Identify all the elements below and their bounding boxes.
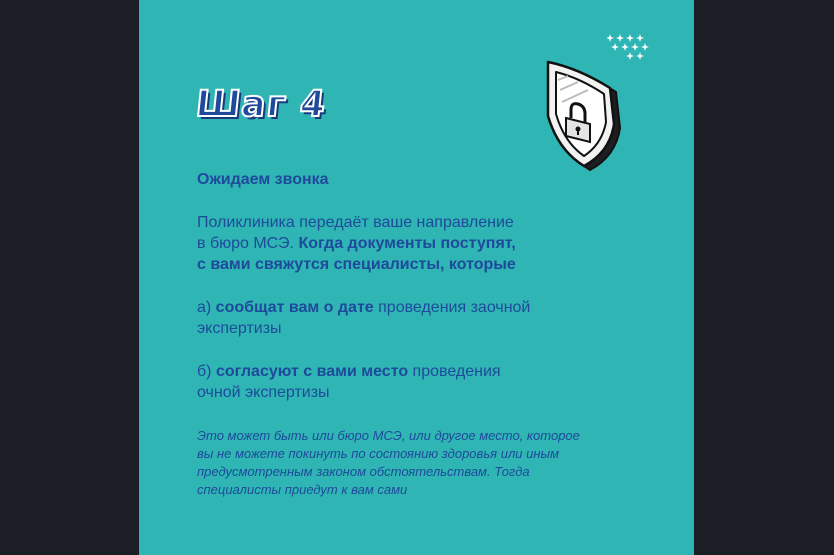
step-subtitle: Ожидаем звонка bbox=[197, 171, 329, 188]
step-content bbox=[197, 169, 657, 403]
list-item-a bbox=[197, 297, 657, 339]
footnote-line-2: вы не можете покинуть по состоянию здоровья или иным bbox=[197, 446, 559, 461]
slide-card bbox=[139, 0, 694, 555]
paragraph-referral-text-2: в бюро МСЭ. bbox=[197, 235, 299, 252]
list-item-b-rest-1: проведения bbox=[408, 363, 501, 380]
list-item-b bbox=[197, 361, 657, 403]
step-title: Шаг 4 bbox=[193, 84, 329, 125]
list-item-a-rest-1: проведения заочной bbox=[373, 299, 531, 316]
paragraph-referral-bold-1: Когда документы поступят, bbox=[298, 235, 516, 252]
shield-lock-icon bbox=[544, 58, 626, 173]
list-item-b-prefix: б) bbox=[197, 363, 216, 380]
paragraph-referral bbox=[197, 212, 657, 275]
footnote-line-1: Это может быть или бюро МСЭ, или другое место, которое bbox=[197, 428, 580, 443]
list-item-a-prefix: а) bbox=[197, 299, 216, 316]
list-item-a-rest-2: экспертизы bbox=[197, 320, 282, 337]
paragraph-referral-text-1: Поликлиника передаёт ваше направление bbox=[197, 214, 514, 231]
footnote-line-3: предусмотренным законом обстоятельствам. Тогда bbox=[197, 464, 530, 479]
list-item-a-bold: сообщат вам о дате bbox=[215, 299, 374, 316]
footnote bbox=[197, 427, 667, 499]
list-item-b-bold: согласуют с вами место bbox=[215, 363, 409, 380]
list-item-b-rest-2: очной экспертизы bbox=[197, 384, 330, 401]
footnote-line-4: специалисты приедут к вам сами bbox=[197, 482, 408, 497]
paragraph-referral-bold-2: с вами свяжутся специалисты, которые bbox=[197, 256, 516, 273]
